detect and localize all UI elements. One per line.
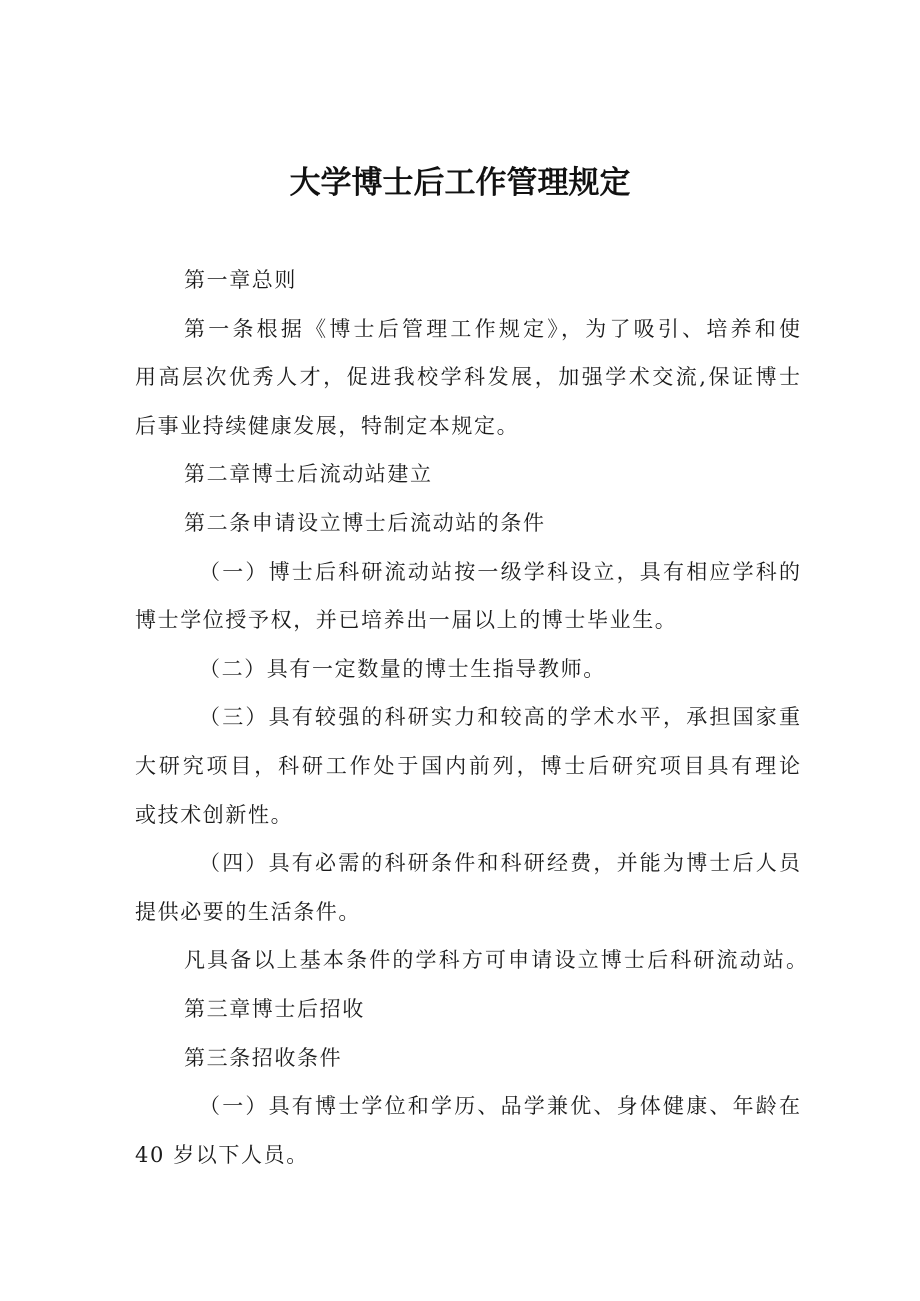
document-title: 大学博士后工作管理规定 — [289, 165, 631, 201]
paragraph-line: 后事业持续健康发展，特制定本规定。 — [135, 413, 520, 438]
paragraph-line: （三）具有较强的科研实力和较高的学术水平，承担国家重 — [199, 705, 800, 730]
paragraph-line: 博士学位授予权，并已培养出一届以上的博士毕业生。 — [135, 608, 678, 633]
paragraph-line: 用高层次优秀人才，促进我校学科发展，加强学术交流,保证博士 — [135, 365, 800, 390]
paragraph-line: 大研究项目，科研工作处于国内前列，博士后研究项目具有理论 — [135, 753, 800, 778]
paragraph-line: 40 岁以下人员。 — [135, 1142, 309, 1167]
chapter-heading: 第二章博士后流动站建立 — [184, 462, 433, 487]
article-heading: 第三条招收条件 — [184, 1045, 343, 1070]
chapter-heading: 第三章博士后招收 — [184, 996, 365, 1021]
paragraph-line: 第一条根据《博士后管理工作规定》，为了吸引、培养和使 — [184, 316, 800, 341]
paragraph-line: （四）具有必需的科研条件和科研经费，并能为博士后人员 — [199, 851, 800, 876]
paragraph-line: （一）博士后科研流动站按一级学科设立，具有相应学科的 — [199, 559, 800, 584]
paragraph-line: 提供必要的生活条件。 — [135, 899, 361, 924]
paragraph-line: 凡具备以上基本条件的学科方可申请设立博士后科研流动站。 — [184, 948, 807, 973]
paragraph-line: （一）具有博士学位和学历、品学兼优、身体健康、年龄在 — [199, 1094, 800, 1119]
chapter-heading: 第一章总则 — [184, 268, 297, 292]
document-body — [135, 256, 807, 1179]
paragraph-line: 或技术创新性。 — [135, 802, 294, 827]
paragraph-line: （二）具有一定数量的博士生指导教师。 — [199, 656, 606, 681]
article-heading: 第二条申请设立博士后流动站的条件 — [184, 510, 546, 535]
